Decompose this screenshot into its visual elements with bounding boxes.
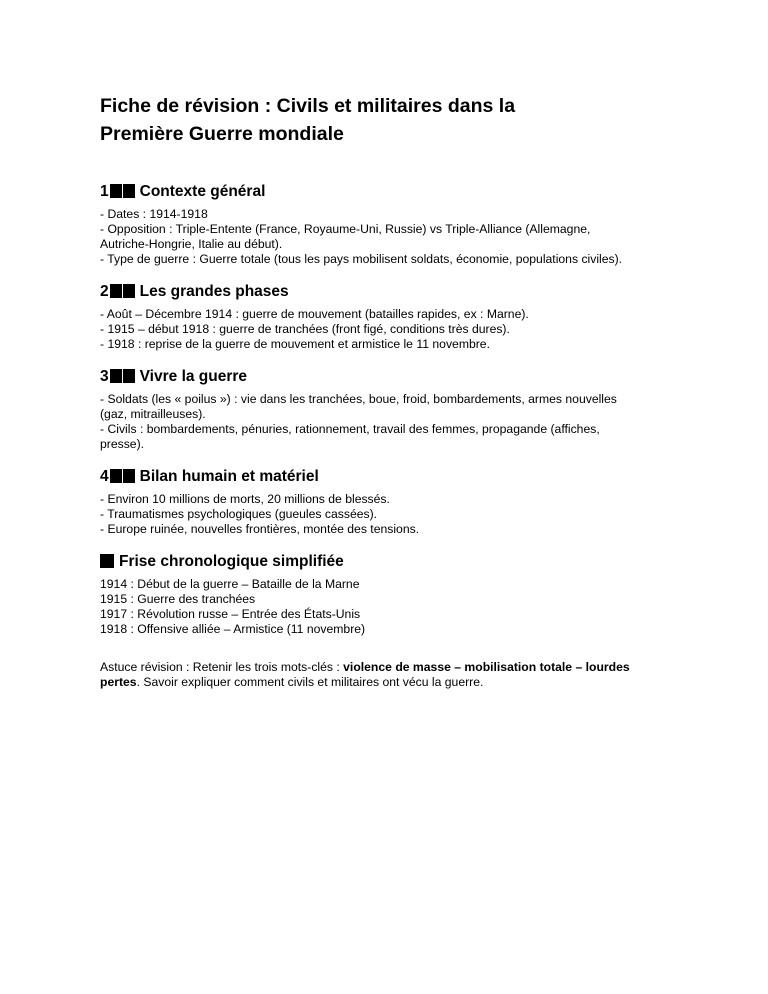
- missing-glyph-box-icon: [123, 284, 135, 298]
- section-4-heading: [100, 468, 708, 486]
- text-line: - Dates : 1914-1918: [100, 207, 208, 221]
- section-1-body: [100, 207, 708, 267]
- section-3-title: Vivre la guerre: [139, 368, 248, 385]
- text-line: - Traumatismes psychologiques (gueules cassées).: [100, 507, 378, 521]
- section-1-title: Contexte général: [139, 183, 266, 200]
- timeline-entry: 1917 : Révolution russe – Entrée des États-Unis: [100, 607, 361, 621]
- timeline-title: Frise chronologique simplifiée: [119, 553, 344, 570]
- missing-glyph-box-icon: [123, 469, 135, 483]
- text-line: presse).: [100, 437, 145, 451]
- text-line: - 1918 : reprise de la guerre de mouvement et armistice le 11 novembre.: [100, 337, 490, 351]
- text-line: - Environ 10 millions de morts, 20 millions de blessés.: [100, 492, 390, 506]
- timeline-entry: 1918 : Offensive alliée – Armistice (11 novembre): [100, 622, 366, 636]
- timeline-entry: 1915 : Guerre des tranchées: [100, 592, 256, 606]
- text-line: (gaz, mitrailleuses).: [100, 407, 206, 421]
- revision-tip-line-2: [100, 675, 708, 690]
- section-4-title: Bilan humain et matériel: [139, 468, 319, 485]
- text-line: - Type de guerre : Guerre totale (tous les pays mobilisent soldats, économie, populations civiles).: [100, 252, 623, 266]
- section-3-body: [100, 392, 708, 452]
- section-1-number: 1: [100, 183, 109, 200]
- section-4-body: [100, 492, 708, 537]
- page-title-line-2: Première Guerre mondiale: [100, 123, 344, 145]
- missing-glyph-box-icon: [123, 184, 135, 198]
- text-line: - Soldats (les « poilus ») : vie dans les tranchées, boue, froid, bombardements, armes nouvelles: [100, 392, 617, 406]
- section-3-number: 3: [100, 368, 109, 385]
- page-title: [100, 92, 708, 148]
- revision-tip-text: Astuce révision : Retenir les trois mots-clés :: [100, 660, 344, 674]
- revision-tip-keywords: pertes: [100, 675, 137, 689]
- section-4-number: 4: [100, 468, 109, 485]
- section-2-title: Les grandes phases: [139, 283, 289, 300]
- timeline-heading: [100, 553, 708, 571]
- section-3-heading: [100, 368, 708, 386]
- section-2-heading: [100, 283, 708, 301]
- text-line: - Civils : bombardements, pénuries, rationnement, travail des femmes, propagande (affiches,: [100, 422, 600, 436]
- missing-glyph-box-icon: [110, 284, 122, 298]
- section-1-heading: [100, 183, 708, 201]
- page-title-line-1: Fiche de révision : Civils et militaires dans la: [100, 95, 516, 117]
- revision-tip-line-1: [100, 660, 708, 675]
- missing-glyph-box-icon: [123, 369, 135, 383]
- text-line: - Opposition : Triple-Entente (France, Royaume-Uni, Russie) vs Triple-Alliance (Allemagne,: [100, 222, 591, 236]
- timeline-entry: 1914 : Début de la guerre – Bataille de la Marne: [100, 577, 360, 591]
- missing-glyph-box-icon: [110, 184, 122, 198]
- timeline-body: [100, 577, 708, 637]
- text-line: - Août – Décembre 1914 : guerre de mouvement (batailles rapides, ex : Marne).: [100, 307, 529, 321]
- revision-tip-text: . Savoir expliquer comment civils et militaires ont vécu la guerre.: [136, 675, 484, 689]
- section-2-number: 2: [100, 283, 109, 300]
- section-2-body: [100, 307, 708, 352]
- revision-tip-keywords: violence de masse – mobilisation totale – lourdes: [343, 660, 630, 674]
- missing-glyph-box-icon: [110, 469, 122, 483]
- missing-glyph-box-icon: [110, 369, 122, 383]
- text-line: Autriche-Hongrie, Italie au début).: [100, 237, 283, 251]
- text-line: - 1915 – début 1918 : guerre de tranchées (front figé, conditions très dures).: [100, 322, 510, 336]
- revision-tip: [100, 660, 708, 690]
- missing-glyph-box-icon: [100, 554, 114, 568]
- text-line: - Europe ruinée, nouvelles frontières, montée des tensions.: [100, 522, 420, 536]
